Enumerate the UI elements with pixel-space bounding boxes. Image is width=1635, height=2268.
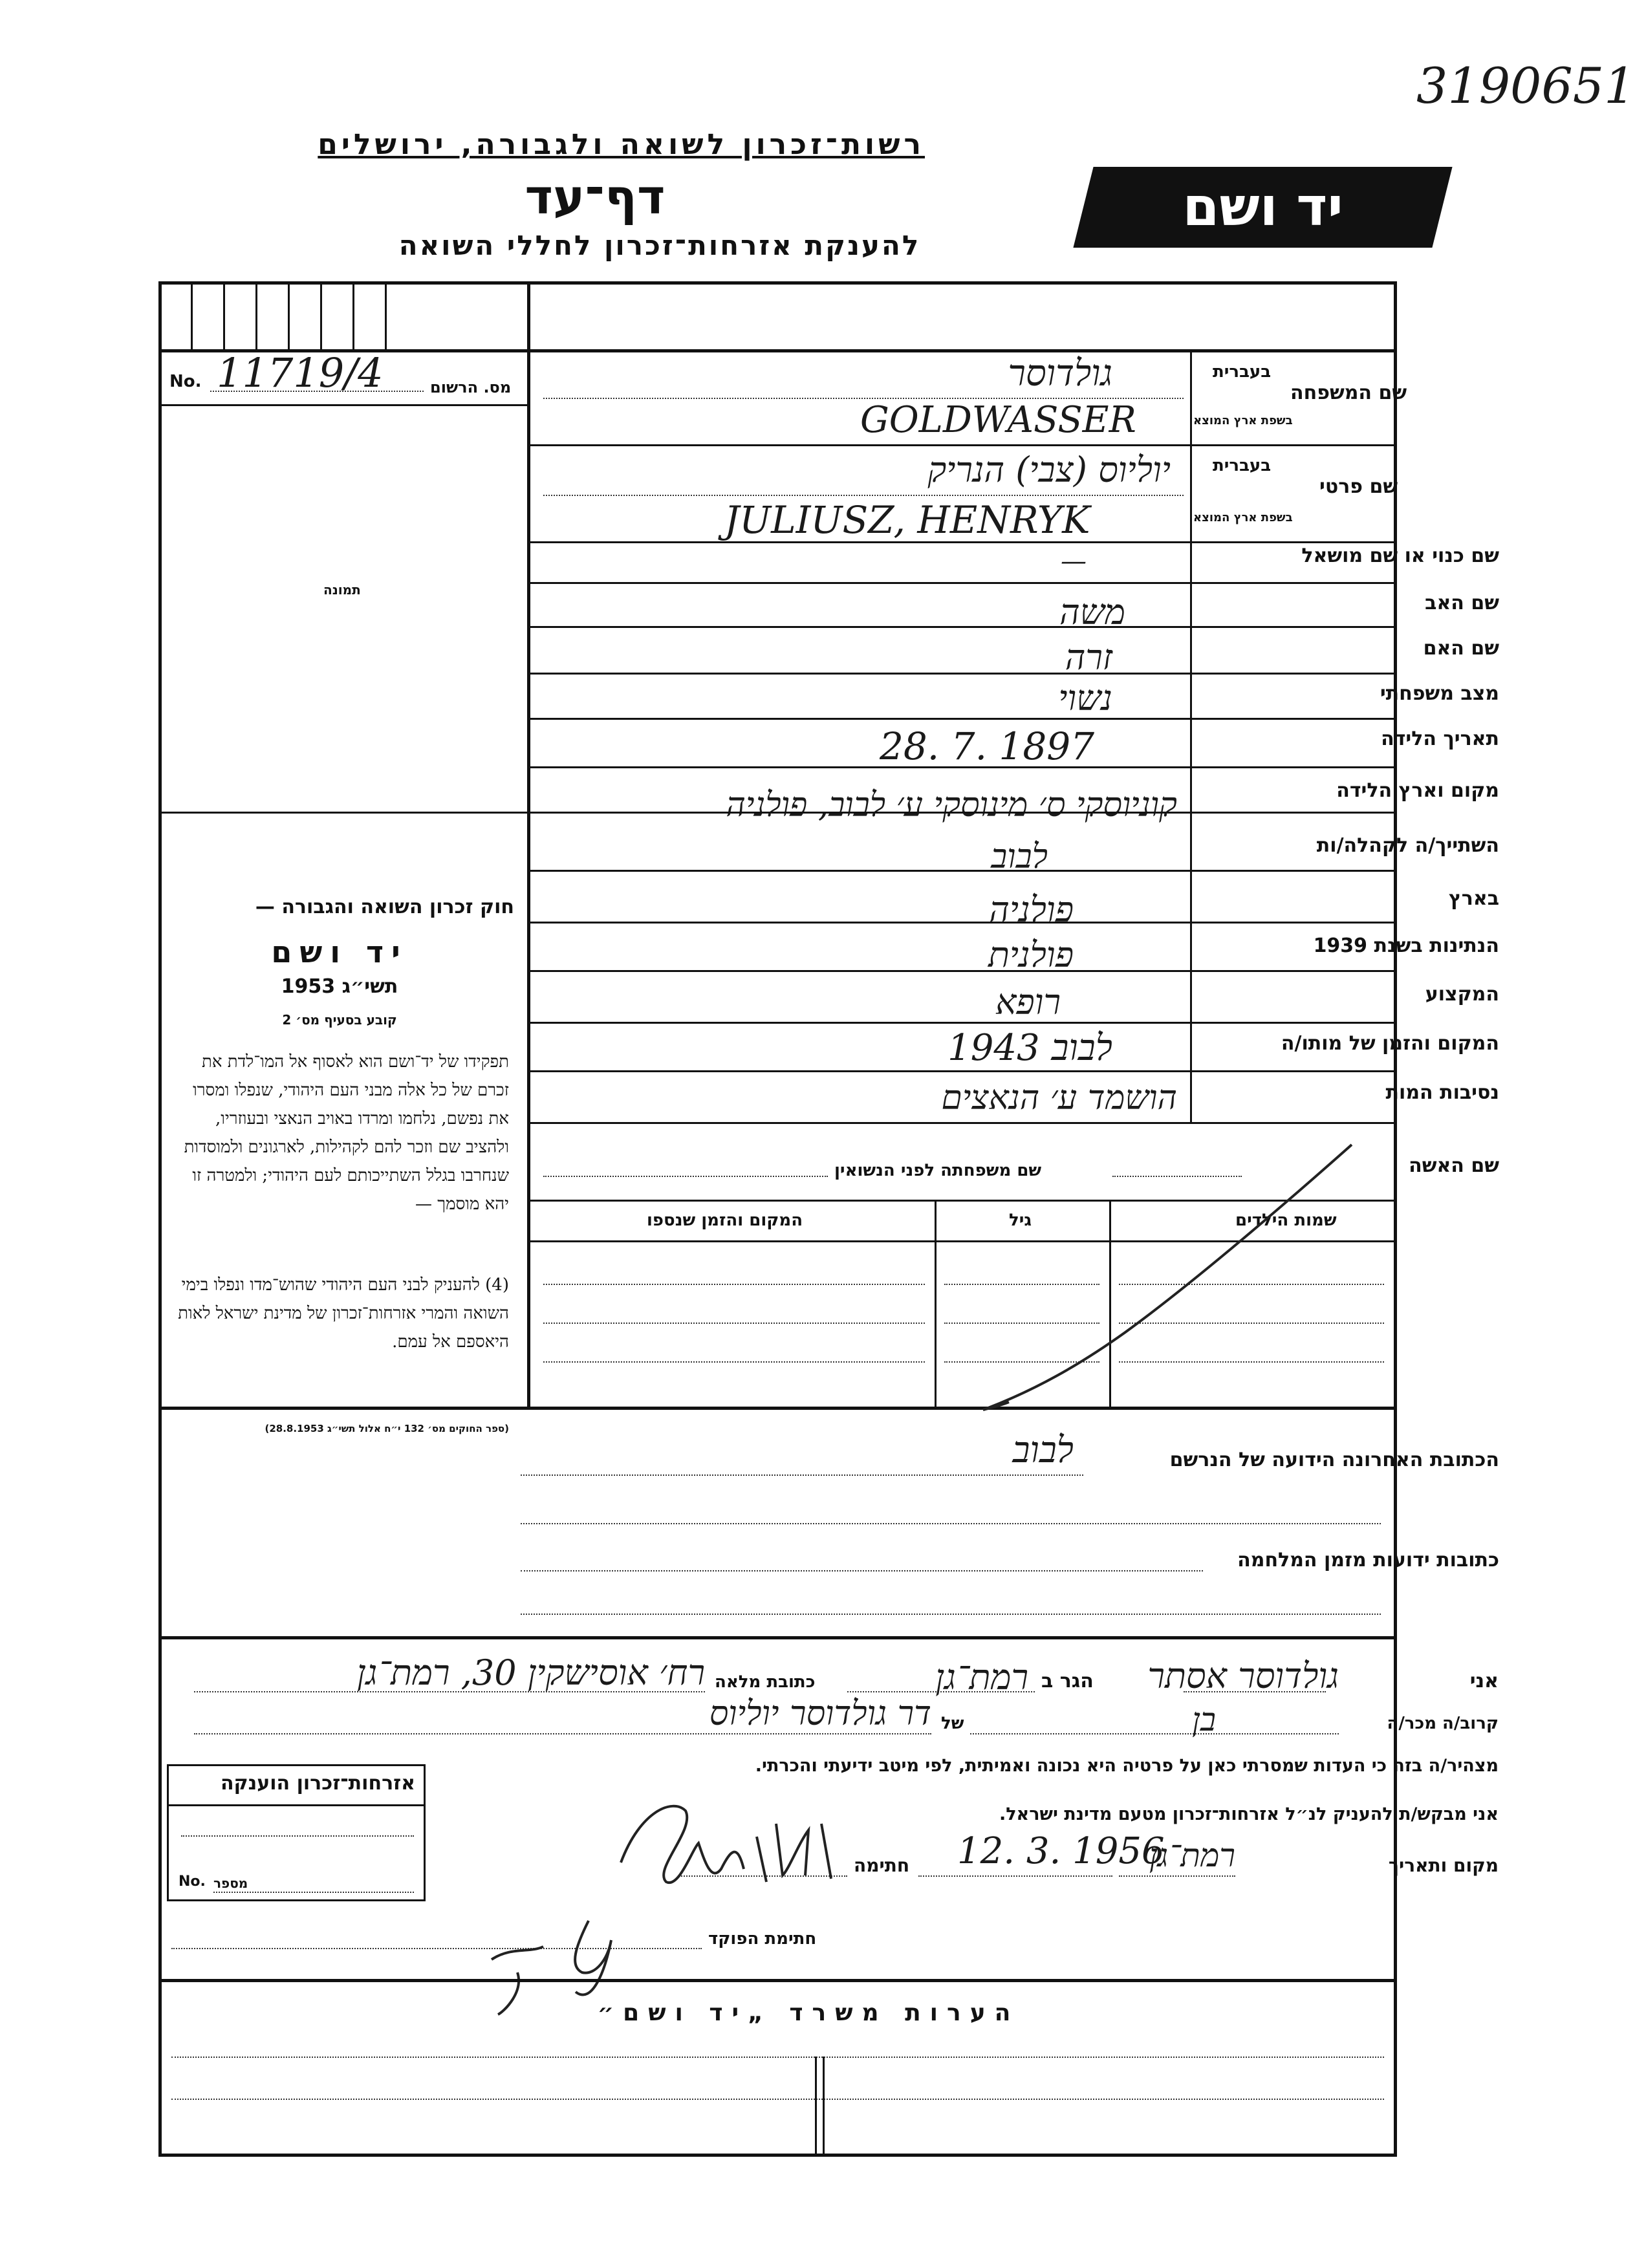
country-label: בארץ — [1448, 887, 1499, 910]
nationality-label: הנתינות בשנת 1939 — [1313, 934, 1499, 957]
signature-label: חתימה — [854, 1855, 910, 1876]
birth-place-value: קוניוסקי ס׳ מינוסקי ע׳ לבוב, פולניה — [726, 786, 1177, 825]
first-name-hebrew: יוליוס (צבי) הנריק — [927, 449, 1171, 490]
registration-number: 11719/4 — [217, 349, 384, 396]
community-value: לבוב — [991, 837, 1048, 876]
declarant-lives-label: הגר ב — [1041, 1670, 1094, 1692]
first-name-sub-origin: בשפת ארץ המוצא — [1193, 511, 1293, 524]
photo-label: תמונה — [323, 582, 361, 598]
law-text-1: תפקידו של יד־ושם הוא לאסוף אל המו־לדת את זכרם של כל אלה מבני העם היהודי, שנפלו ומסרו את נפשם, נלחמו ומרדו באויב הנאצי ובעוזריו, ולהציב שם וזכר להם לקהילות, לארגונים ולמוסדות שנחרבו בגלל השתייכותם לעם היהודי; ולמטרה זו יהא מוסמך — — [184, 1052, 509, 1214]
form-subtitle: להענקת אזרחות־זכרון לחללי השואה — [398, 230, 921, 261]
institution-name: רשות־זכרון לשואה ולגבורה, ירושלים — [318, 128, 925, 161]
community-label: השתייך/ה לקהלה/ות — [1316, 834, 1499, 857]
father-name-value: משה — [1059, 592, 1125, 632]
logo-text: יד ושם — [1182, 177, 1343, 238]
nickname-label: שם כנוי או שם מושאל — [1301, 545, 1499, 567]
country-value: פולניה — [989, 889, 1074, 930]
law-name: יד ושם — [271, 934, 408, 969]
declarant-ani-label: אני — [1469, 1670, 1499, 1692]
family-name-latin: GOLDWASSER — [860, 399, 1136, 441]
first-name-sub-hebrew: בעברית — [1213, 456, 1272, 475]
of-value: דר גולדוסר יוליוס — [709, 1694, 931, 1733]
father-name-label: שם האב — [1425, 592, 1499, 614]
nationality-value: פולנית — [988, 934, 1074, 975]
place-value: רמת־גן — [1149, 1837, 1235, 1874]
family-name-label: שם המשפחה — [1290, 382, 1407, 404]
death-place-time-value: לבוב 1943 — [947, 1027, 1112, 1069]
family-name-sub-hebrew: בעברית — [1213, 362, 1272, 382]
marital-status-value: נשוי — [1058, 678, 1112, 718]
declarant-address-label: כתובת מלאה — [715, 1672, 816, 1692]
death-circumstances-label: נסיבות המות — [1385, 1081, 1499, 1104]
law-clause: קובע בסעיף מס׳ 2 — [282, 1012, 397, 1028]
family-name-sub-origin: בשפת ארץ המוצא — [1193, 414, 1293, 427]
citizenship-title: אזרחות־זכרון הוענקה — [220, 1772, 415, 1795]
request-text: אני מבקש/ת להעניק לנ״ל אזרחות־זכרון מטעם מדינת ישראל. — [999, 1804, 1499, 1824]
nickname-value: — — [1061, 546, 1087, 576]
birth-place-label: מקום וארץ הלידה — [1336, 779, 1499, 802]
date-value: 12. 3. 1956 — [957, 1830, 1165, 1872]
death-place-time-label: המקום והזמן של מותו/ה — [1281, 1032, 1499, 1055]
declarant-city: רמת־גן — [935, 1657, 1028, 1698]
relation-value: בן — [1192, 1701, 1216, 1738]
mother-name-label: שם האם — [1423, 637, 1499, 660]
death-circumstances-value: הושמד ע׳ הנאצים — [941, 1079, 1177, 1118]
children-place-header: המקום והזמן שנספו — [647, 1211, 803, 1230]
family-name-hebrew: גולדוסר — [1008, 352, 1112, 394]
registration-no-label: No. — [169, 372, 202, 391]
profession-label: המקצוע — [1425, 983, 1499, 1006]
marital-status-label: מצב משפחתי — [1380, 682, 1499, 705]
law-source: (ספר החוקים מס׳ 132 י״ח אלול תשי״ג 28.8.1953) — [265, 1423, 509, 1434]
official-signature-label: חתימת הפוקד — [708, 1929, 817, 1949]
declaration-text: מצהיר/ה בזה כי העדות שמסרתי כאן על פרטיה היא נכונה ואמיתית, לפי מיטב ידיעתי והכרתי. — [755, 1756, 1499, 1776]
archive-number: 3190651 — [1416, 57, 1635, 114]
of-label: של — [941, 1714, 964, 1733]
form-title: דף־עד — [525, 169, 666, 225]
office-notes-title: הערות משרד „יד ושם״ — [597, 2000, 1020, 2026]
wife-name-label: שם האשה — [1409, 1154, 1499, 1177]
yad-vashem-logo — [1073, 167, 1452, 248]
wife-maiden-label: שם משפחתה לפני הנשואין — [834, 1161, 1042, 1180]
last-address-label: הכתובת האחרונה הידועה של הנרשם — [1169, 1449, 1499, 1471]
law-year: תשי״ג 1953 — [281, 975, 398, 998]
birth-date-label: תאריך הלידה — [1381, 728, 1499, 750]
law-text-2: (4) להעניק לבני העם היהודי שהוש־מדו ונפלו בימי השואה והמרי אזרחות־זכרון של מדינת ישראל לאות היאספם אל עמם. — [178, 1275, 509, 1352]
profession-value: רופא — [995, 982, 1061, 1022]
law-title: חוק זכרון השואה והגבורה — — [255, 896, 514, 918]
first-name-label: שם פרטי — [1319, 475, 1398, 498]
relation-label: קרוב/ה מכר/ה — [1387, 1714, 1499, 1733]
citizenship-number-label: מספר — [213, 1875, 248, 1891]
last-address-value: לבוב — [1012, 1429, 1074, 1471]
children-names-header: שמות הילדים — [1235, 1211, 1337, 1230]
first-name-latin: JULIUSZ, HENRYK — [724, 498, 1090, 542]
citizenship-no-label: No. — [179, 1874, 206, 1890]
declarant-name: גולדוסר אסתר — [1147, 1656, 1339, 1696]
war-addresses-label: כתובות ידועות מזמן המלחמה — [1237, 1549, 1499, 1571]
declarant-signature — [582, 1785, 854, 1908]
birth-date-value: 28. 7. 1897 — [880, 724, 1095, 768]
declarant-address: רח׳ אוסישקין 30, רמת־גן — [356, 1652, 705, 1693]
registration-label: מס. הרשום — [430, 378, 512, 396]
children-age-header: גיל — [1009, 1211, 1032, 1230]
place-date-label: מקום ותאריך — [1388, 1855, 1499, 1876]
cross-out-mark — [905, 1125, 1371, 1423]
mother-name-value: זרה — [1065, 637, 1112, 678]
